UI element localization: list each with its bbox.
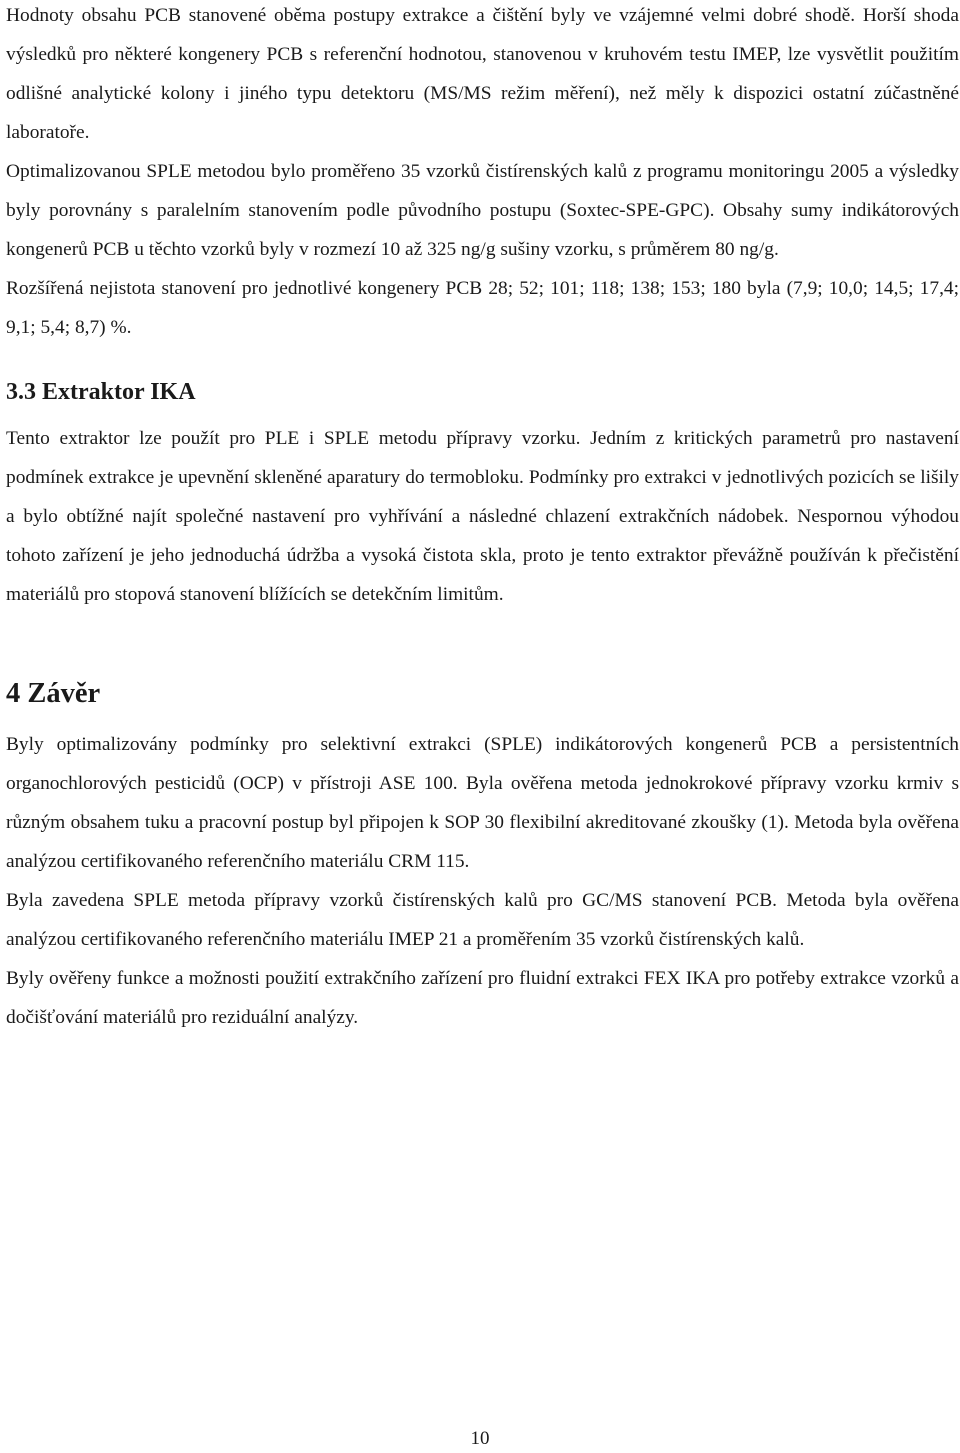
section-heading-zaver: 4 Závěr bbox=[6, 678, 101, 709]
section-heading-extraktor-ika: 3.3 Extraktor IKA bbox=[6, 379, 196, 405]
page-number: 10 bbox=[470, 1428, 490, 1449]
paragraph-pcb-agreement: Hodnoty obsahu PCB stanovené oběma postupy extrakce a čištění byly ve vzájemné velmi dobré shodě. Horší shoda výsledků pro některé kongenery PCB s referenční hodnotou, stanovenou v kruhovém testu IMEP, lze vysvětlit použitím odlišné analytické kolony i jiného typu detektoru (MS/MS režim měření), než měly k dispozici ostatní zúčastněné laboratoře. bbox=[6, 5, 959, 143]
paragraph-expanded-uncertainty: Rozšířená nejistota stanovení pro jednotlivé kongenery PCB 28; 52; 101; 118; 138; 153; 180 byla (7,9; 10,0; 14,5; 17,4; 9,1; 5,4; 8,7) %. bbox=[6, 278, 959, 338]
paragraph-extraktor-ika: Tento extraktor lze použít pro PLE i SPLE metodu přípravy vzorku. Jedním z kritických parametrů pro nastavení podmínek extrakce je upevnění skleněné aparatury do termobloku. Podmínky pro extrakci v jednotlivých pozicích se lišily a bylo obtížné najít společné nastavení pro vyhřívání a následné chlazení extrakčních nádobek. Nespornou výhodou tohoto zařízení je jeho jednoduchá údržba a vysoká čistota skla, proto je tento extraktor převážně používán k přečistění materiálů pro stopová stanovení blížících se detekčním limitům. bbox=[6, 428, 959, 605]
paragraph-zaver-2: Byla zavedena SPLE metoda přípravy vzorků čistírenských kalů pro GC/MS stanovení PCB. Metoda byla ověřena analýzou certifikovaného referenčního materiálu IMEP 21 a proměřením 35 vzorků čistírenských kalů. bbox=[6, 890, 959, 950]
paragraph-zaver-1: Byly optimalizovány podmínky pro selektivní extrakci (SPLE) indikátorových kongenerů PCB a persistentních organochlorových pesticidů (OCP) v přístroji ASE 100. Byla ověřena metoda jednokrokové přípravy vzorku krmiv s různým obsahem tuku a pracovní postup byl připojen k SOP 30 flexibilní akreditované zkoušky (1). Metoda byla ověřena analýzou certifikovaného referenčního materiálu CRM 115. bbox=[6, 734, 959, 872]
document-page bbox=[6, 0, 959, 1037]
paragraph-zaver-3: Byly ověřeny funkce a možnosti použití extrakčního zařízení pro fluidní extrakci FEX IKA pro potřeby extrakce vzorků a dočišťování materiálů pro reziduální analýzy. bbox=[6, 968, 959, 1028]
paragraph-sple-sludge-samples: Optimalizovanou SPLE metodou bylo proměřeno 35 vzorků čistírenských kalů z programu monitoringu 2005 a výsledky byly porovnány s paralelním stanovením podle původního postupu (Soxtec-SPE-GPC). Obsahy sumy indikátorových kongenerů PCB u těchto vzorků byly v rozmezí 10 až 325 ng/g sušiny vzorku, s průměrem 80 ng/g. bbox=[6, 161, 959, 260]
